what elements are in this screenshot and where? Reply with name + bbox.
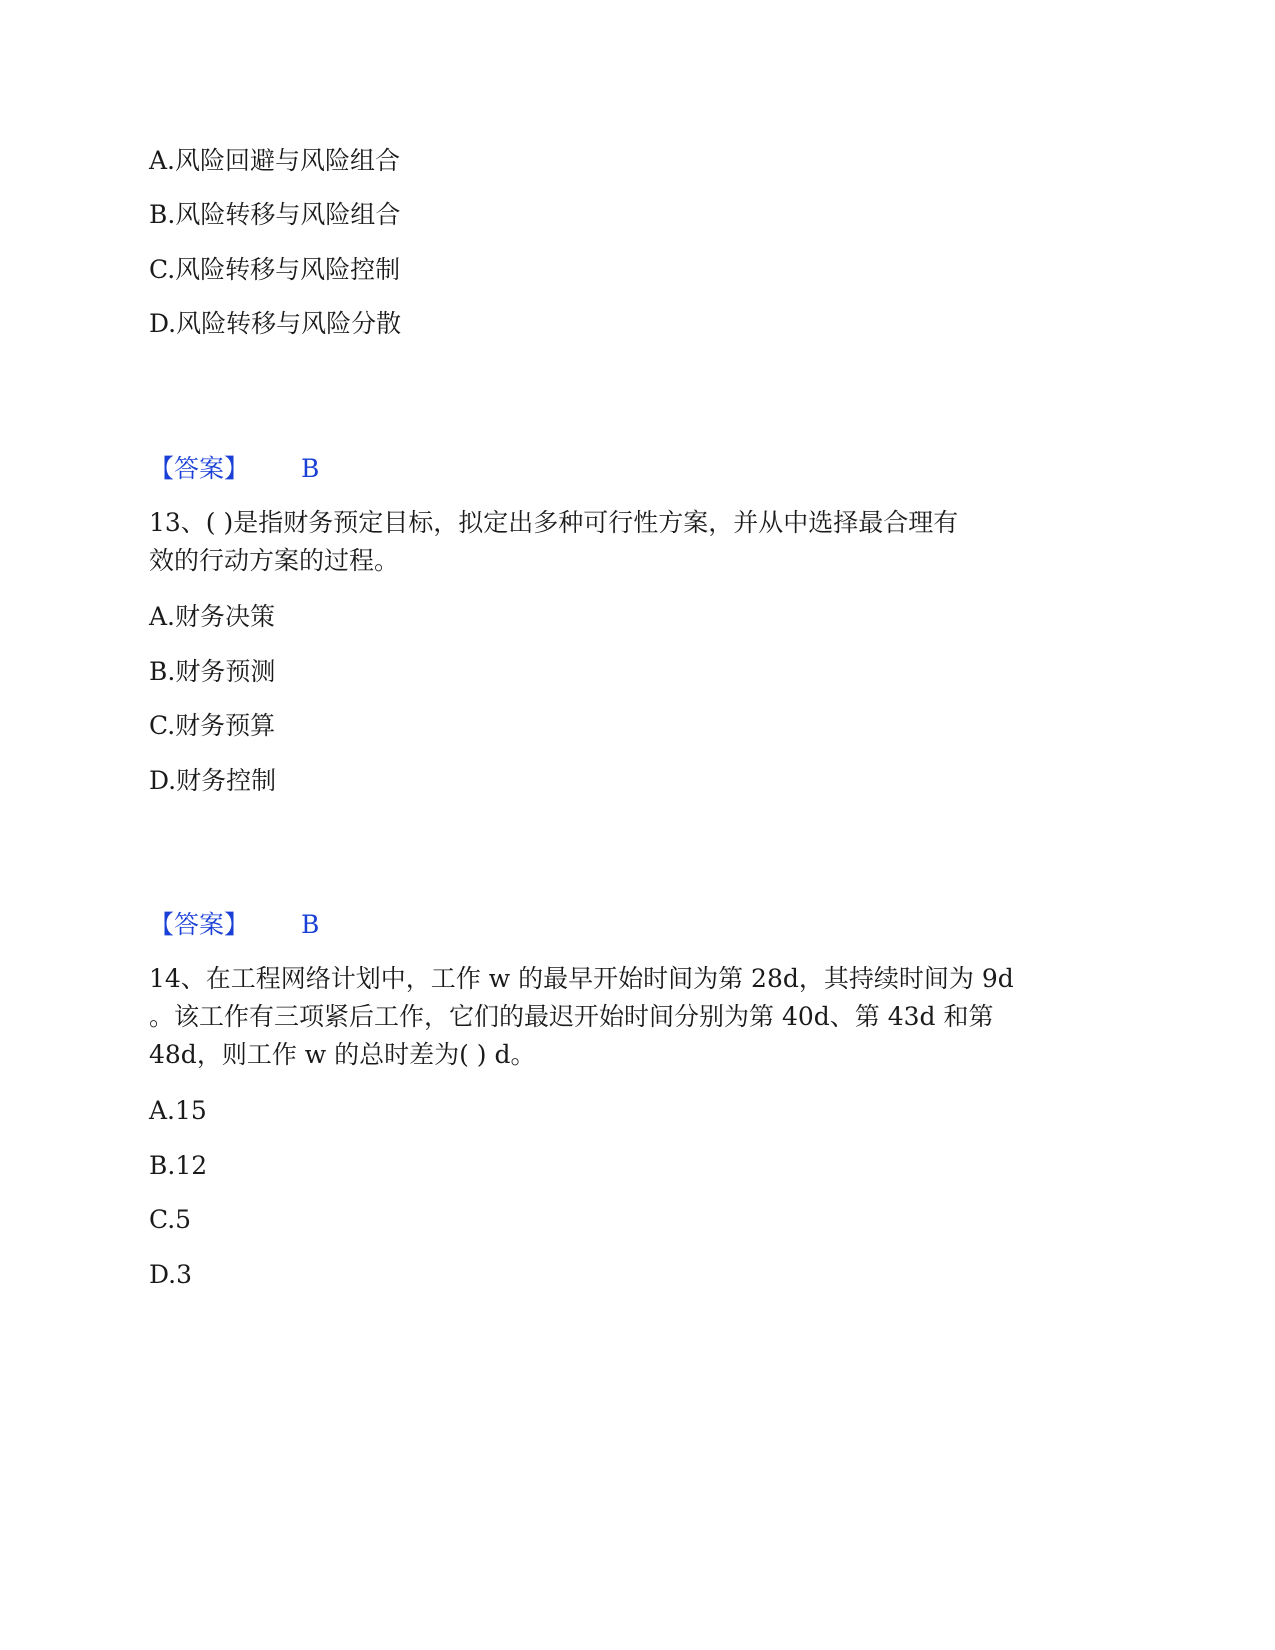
q13-option-b: B.财务预测 <box>149 657 276 686</box>
prev-option-d: D.风险转移与风险分散 <box>149 309 402 338</box>
question-13-line-2: 效的行动方案的过程。 <box>149 546 400 575</box>
answer-key: B <box>301 454 320 483</box>
answer-key: B <box>301 910 320 939</box>
question-13-line-1: 13、( )是指财务预定目标，拟定出多种可行性方案，并从中选择最合理有 <box>149 508 959 537</box>
q13-option-d: D.财务控制 <box>149 766 277 795</box>
q13-option-a: A.财务决策 <box>149 602 276 631</box>
prev-option-c: C.风险转移与风险控制 <box>149 255 401 284</box>
question-14-line-2: 。该工作有三项紧后工作，它们的最迟开始时间分别为第 40d、第 43d 和第 <box>149 1002 994 1031</box>
q14-option-c: C.5 <box>149 1205 192 1234</box>
q13-option-c: C.财务预算 <box>149 711 276 740</box>
prev-option-b: B.风险转移与风险组合 <box>149 200 401 229</box>
question-14-line-1: 14、在工程网络计划中，工作 w 的最早开始时间为第 28d，其持续时间为 9d <box>149 964 1014 993</box>
answer-label: 【答案】 <box>149 910 250 939</box>
q14-option-d: D.3 <box>149 1260 193 1289</box>
question-14-text <box>149 960 1109 1074</box>
prev-answer <box>149 452 319 486</box>
q14-option-b: B.12 <box>149 1151 208 1180</box>
question-13-text <box>149 504 1109 580</box>
q14-option-a: A.15 <box>149 1096 207 1125</box>
question-14-line-3: 48d，则工作 w 的总时差为( ) d。 <box>149 1040 536 1069</box>
prev-option-a: A.风险回避与风险组合 <box>149 146 401 175</box>
q13-answer <box>149 908 319 942</box>
answer-label: 【答案】 <box>149 454 250 483</box>
